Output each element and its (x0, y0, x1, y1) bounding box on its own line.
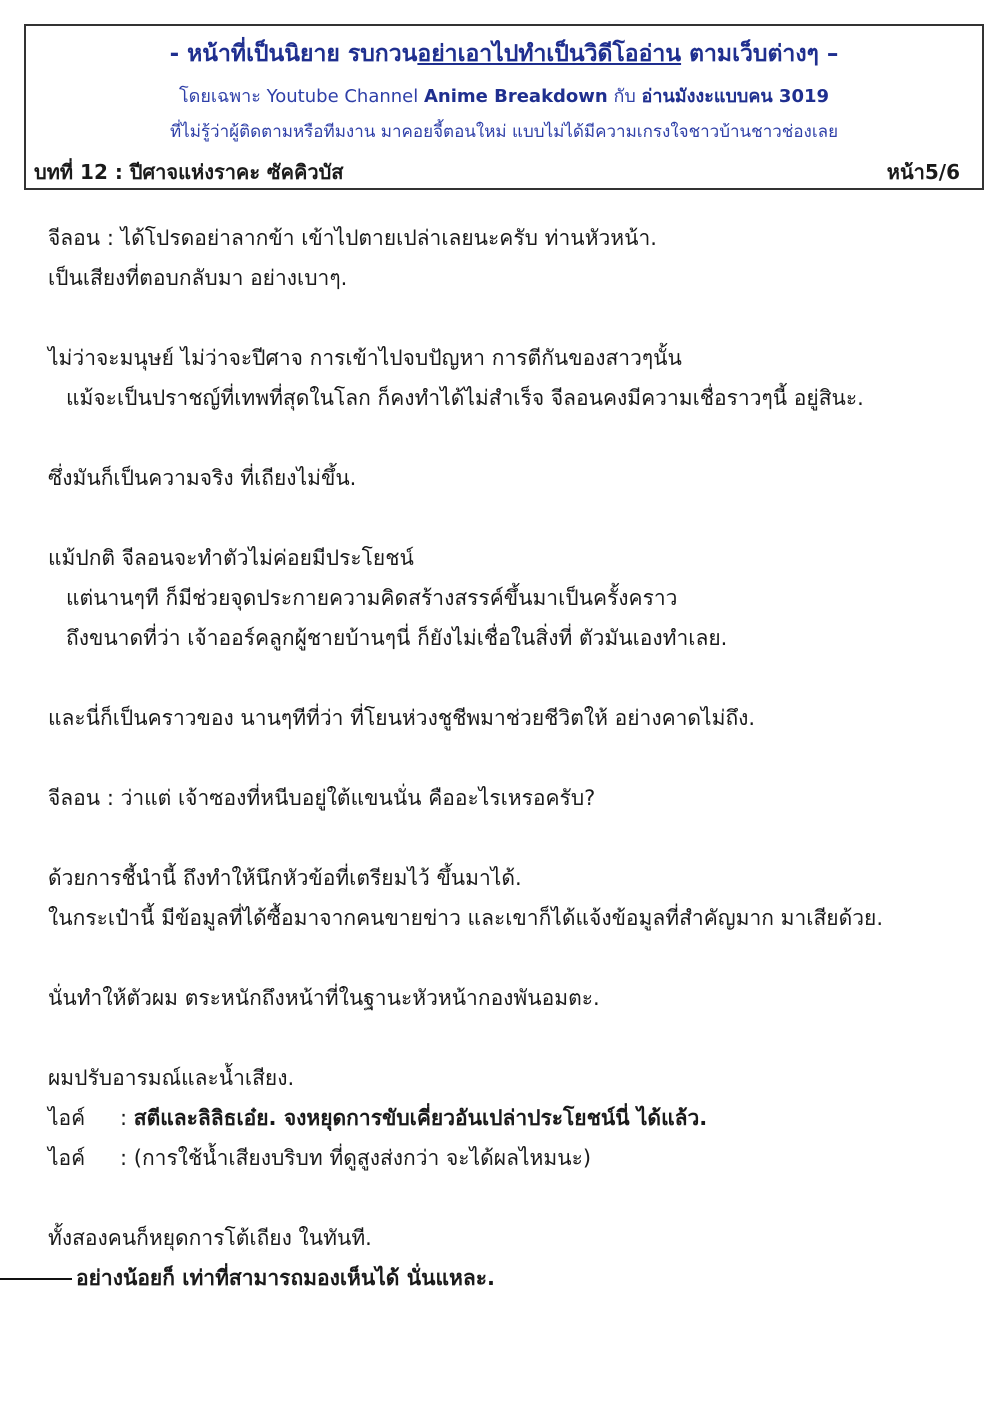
story-body (48, 218, 968, 1298)
paragraph-gap (48, 1018, 968, 1058)
speaker-name: ไอค์ (48, 1106, 86, 1130)
chapter-title: บทที่ 12 : ปีศาจแห่งราคะ ซัคคิวบัส (34, 160, 344, 184)
paragraph-line: ผมปรับอารมณ์และน้ำเสียง. (48, 1066, 295, 1090)
paragraph-line: เป็นเสียงที่ตอบกลับมา อย่างเบาๆ. (48, 266, 348, 290)
paragraph-line: ถึงขนาดที่ว่า เจ้าออร์คลูกผู้ชายบ้านๆนี่ ก็ยังไม่เชื่อในสิ่งที่ ตัวมันเองทำเลย. (66, 626, 728, 650)
warning-title-pre: - หน้าที่เป็นนิยาย รบกวน (169, 41, 418, 67)
dialogue-text: (การใช้น้ำเสียงบริบท ที่ดูสูงส่งกว่า จะได้ผลไหมนะ) (133, 1146, 592, 1170)
dialogue-text: สตีและลิลิธเอ๋ย. จงหยุดการขับเคี่ยวอันเปล่าประโยชน์นี่ ได้แล้ว. (133, 1106, 708, 1130)
dialogue-colon: : (120, 1146, 128, 1170)
dialogue-line (48, 1098, 968, 1138)
speaker-name: ไอค์ (48, 1146, 86, 1170)
closing-line (48, 1258, 968, 1298)
paragraph-gap (48, 498, 968, 538)
warning-title-post: ตามเว็บต่างๆ – (681, 41, 839, 67)
paragraph-gap (48, 738, 968, 778)
dash-divider (0, 1278, 72, 1280)
paragraph-line: แต่นานๆที ก็มีช่วยจุดประกายความคิดสร้างสรรค์ขึ้นมาเป็นครั้งคราว (66, 586, 678, 610)
warning-note: ที่ไม่รู้ว่าผู้ติดตามหรือทีมงาน มาคอยจี้ตอนใหม่ แบบไม่ได้มีความเกรงใจชาวบ้านชาวช่องเลย (169, 122, 839, 142)
paragraph-line: นั่นทำให้ตัวผม ตระหนักถึงหน้าที่ในฐานะหัวหน้ากองพันอมตะ. (48, 986, 600, 1010)
warning-subtitle-pre: โดยเฉพาะ Youtube Channel (178, 86, 424, 107)
paragraph-gap (48, 1178, 968, 1218)
paragraph-line: ซึ่งมันก็เป็นความจริง ที่เถียงไม่ขึ้น. (48, 466, 357, 490)
warning-subtitle (26, 81, 982, 110)
dialogue-colon: : (120, 1106, 128, 1130)
paragraph-line: ด้วยการชี้นำนี้ ถึงทำให้นึกหัวข้อที่เตรียมไว้ ขึ้นมาได้. (48, 866, 522, 890)
page-number: หน้า5/6 (886, 160, 960, 184)
paragraph-gap (48, 658, 968, 698)
header-box (24, 24, 984, 190)
paragraph-line: ไม่ว่าจะมนุษย์ ไม่ว่าจะปีศาจ การเข้าไปจบปัญหา การตีกันของสาวๆนั้น (48, 346, 682, 370)
channel-name-2: อ่านมังงะแบบคน 3019 (641, 86, 830, 107)
paragraph-line: แม้จะเป็นปราชญ์ที่เทพที่สุดในโลก ก็คงทำได้ไม่สำเร็จ จีลอนคงมีความเชื่อราวๆนี้ อยู่สินะ. (66, 386, 864, 410)
paragraph-gap (48, 938, 968, 978)
paragraph-line: ทั้งสองคนก็หยุดการโต้เถียง ในทันที. (48, 1226, 372, 1250)
warning-title-underlined: อย่าเอาไปทำเป็นวิดีโออ่าน (417, 41, 682, 67)
warning-title (26, 36, 982, 72)
paragraph-line: จีลอน : ได้โปรดอย่าลากข้า เข้าไปตายเปล่าเลยนะครับ ท่านหัวหน้า. (48, 226, 657, 250)
paragraph-line: และนี่ก็เป็นคราวของ นานๆทีที่ว่า ที่โยนห่วงชูชีพมาช่วยชีวิตให้ อย่างคาดไม่ถึง. (48, 706, 756, 730)
paragraph-gap (48, 818, 968, 858)
channel-name-1: Anime Breakdown (423, 86, 608, 107)
paragraph-line: ในกระเป๋านี้ มีข้อมูลที่ได้ซื้อมาจากคนขายข่าว และเขาก็ได้แจ้งข้อมูลที่สำคัญมาก มาเสียด้วย. (48, 906, 884, 930)
paragraph-gap (48, 298, 968, 338)
paragraph-line: จีลอน : ว่าแต่ เจ้าซองที่หนีบอยู่ใต้แขนนั่น คืออะไรเหรอครับ? (48, 786, 596, 810)
dialogue-line (48, 1138, 968, 1178)
paragraph-gap (48, 418, 968, 458)
paragraph-line: แม้ปกติ จีลอนจะทำตัวไม่ค่อยมีประโยชน์ (48, 546, 414, 570)
warning-subtitle-mid: กับ (607, 86, 642, 107)
closing-text: อย่างน้อยก็ เท่าที่สามารถมองเห็นได้ นั่นแหละ. (76, 1266, 495, 1290)
